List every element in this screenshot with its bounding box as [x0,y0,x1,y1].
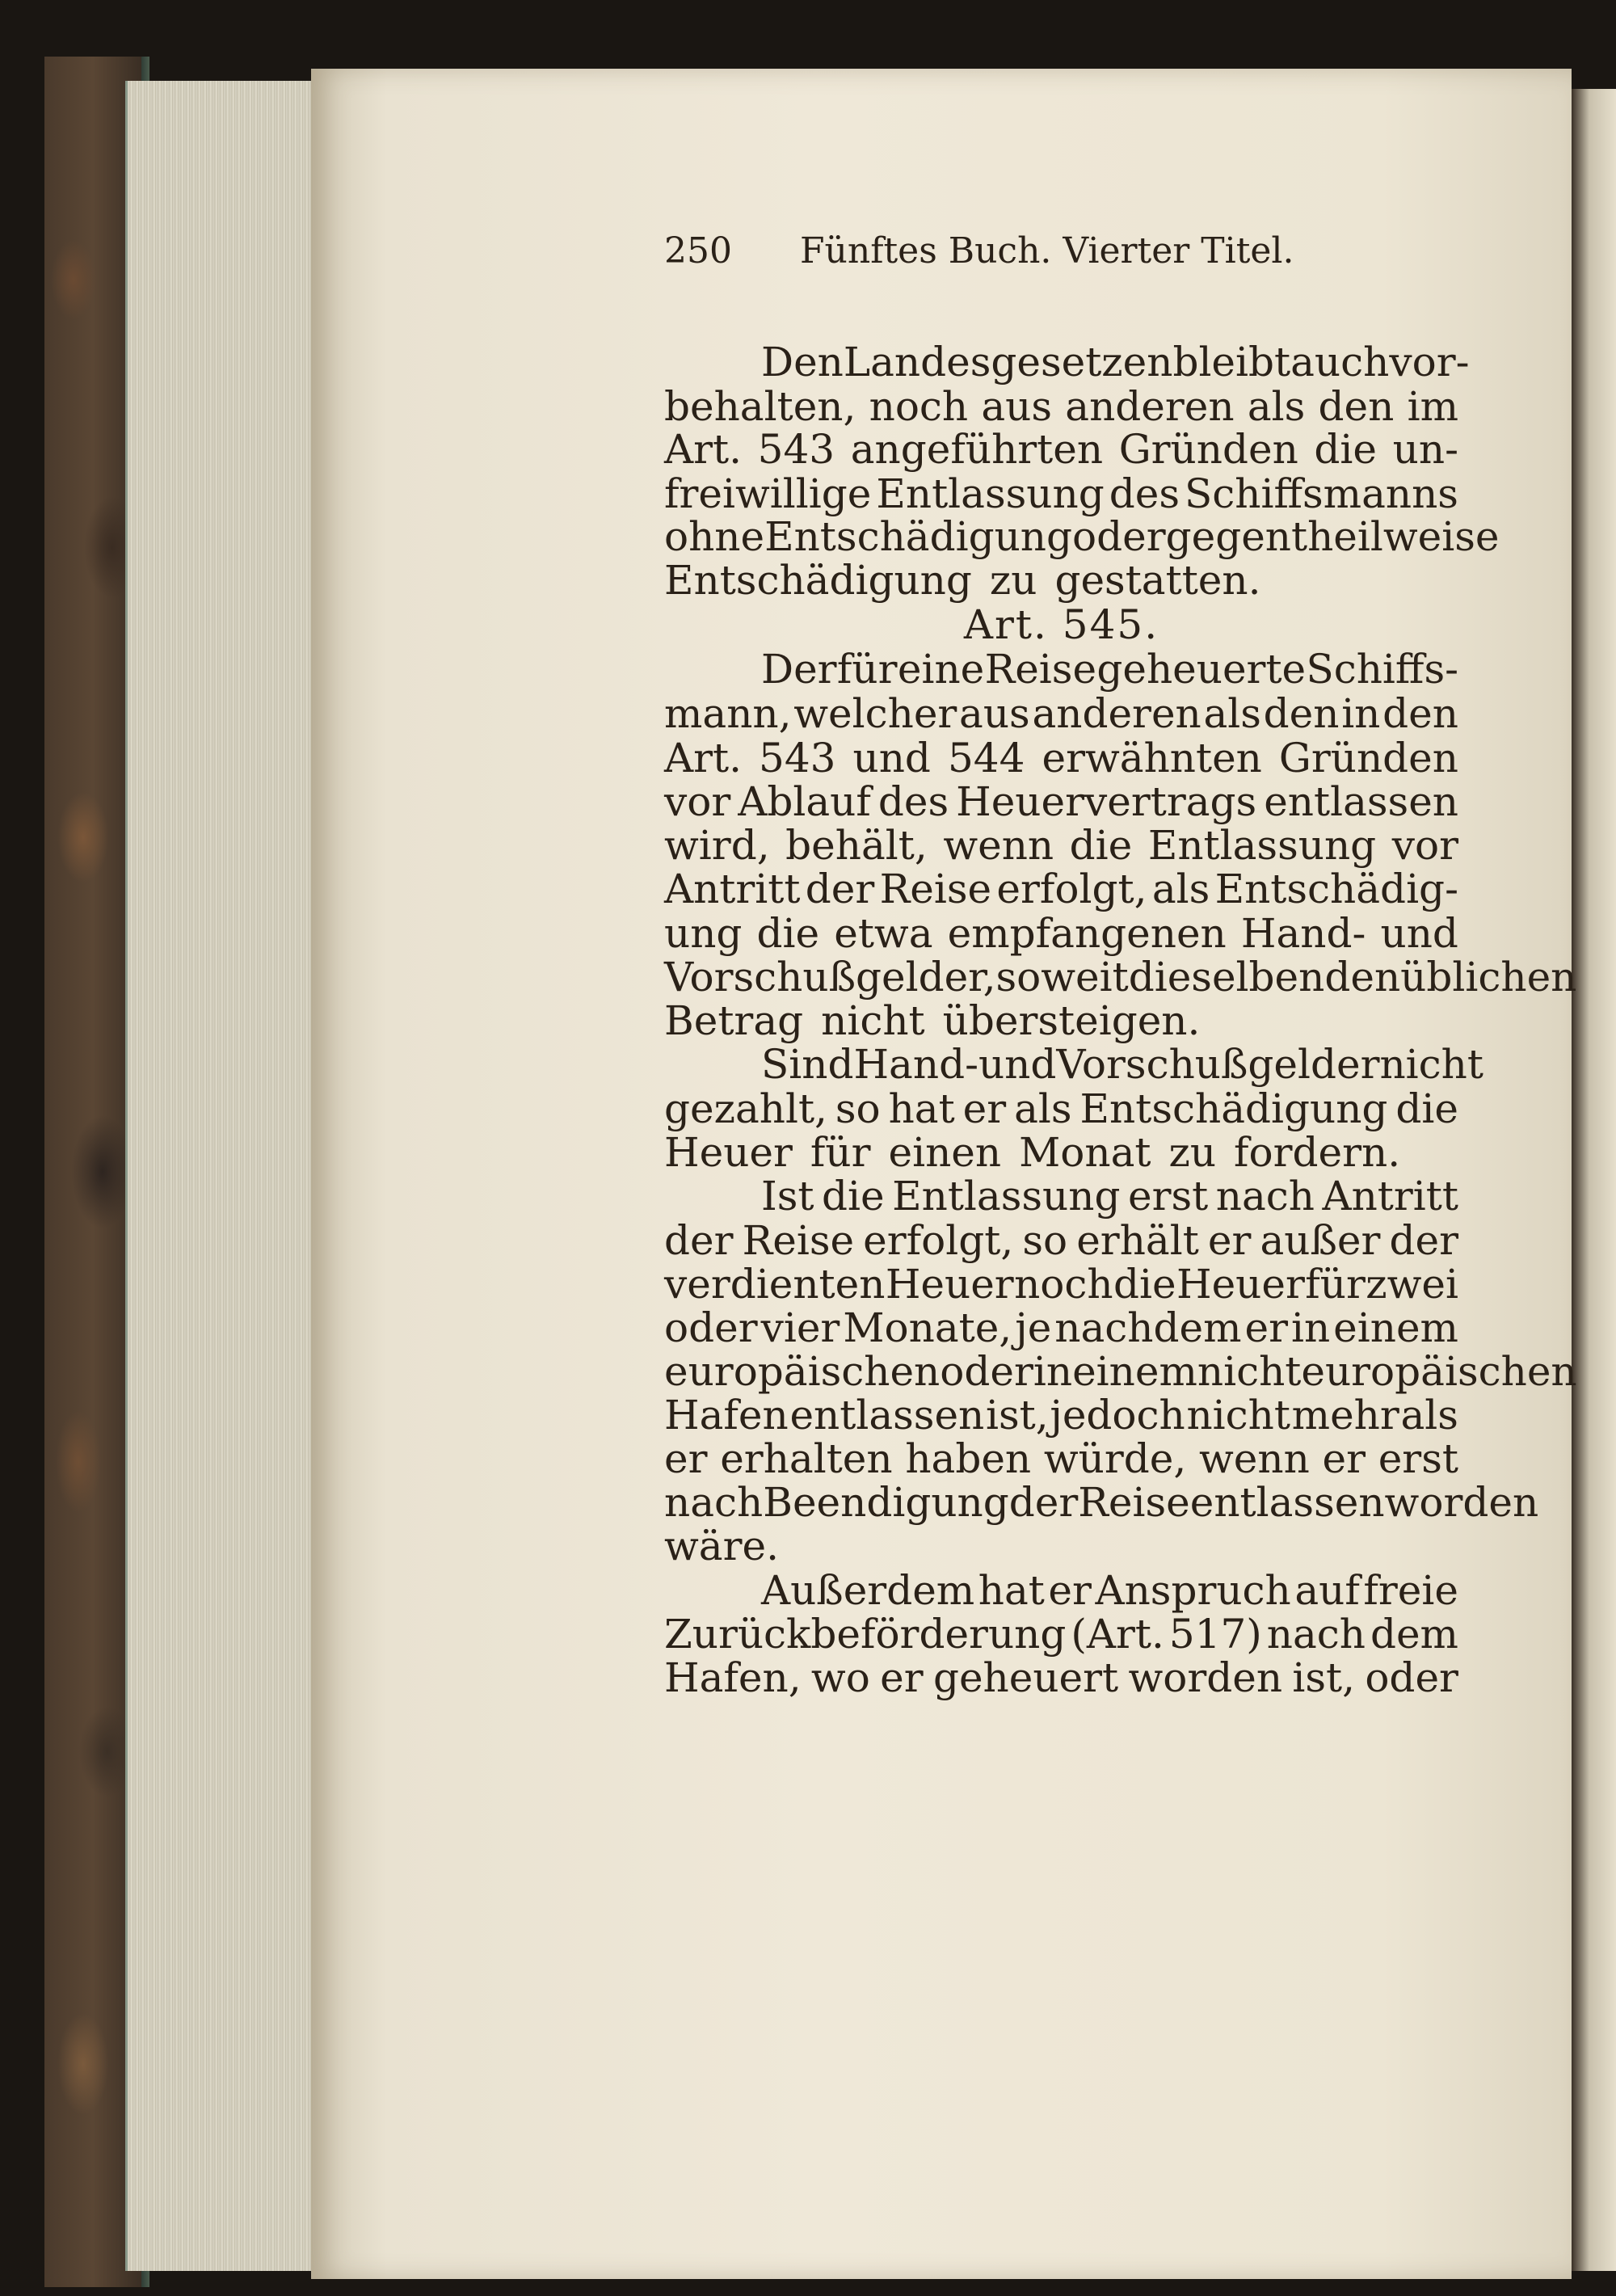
text-line: gezahlt, so hat er als Entschädigung die [664,1085,1458,1132]
running-title: Fünftes Buch. Vierter Titel. [799,230,1294,272]
text-line: behalten, noch aus anderen als den im [664,383,1458,430]
text-line: europäischen oder in einem nichteuropäischen [664,1348,1577,1395]
text-line: Vorschußgelder, soweit dieselben den üblichen [664,954,1577,1001]
text-line: der Reise erfolgt, so erhält er außer der [664,1217,1458,1264]
text-line: ohne Entschädigung oder gegen theilweise [664,513,1500,560]
text-line: Antritt der Reise erfolgt, als Entschädig- [664,866,1458,912]
running-header [664,230,1311,272]
text-line: wäre. [664,1523,779,1569]
text-line: Entschädigung zu gestatten. [664,557,1261,604]
text-line: verdienten Heuer noch die Heuer für zwei [664,1261,1458,1308]
text-line: Sind Hand- und Vorschußgelder nicht [761,1041,1483,1088]
page-number: 250 [664,230,732,272]
text-line: Art. 543 und 544 erwähnten Gründen [664,735,1458,781]
text-line: Art. 543 angeführten Gründen die un- [664,426,1458,473]
text-line: Heuer für einen Monat zu fordern. [664,1129,1401,1176]
text-line: Den Landesgesetzen bleibt auch vor- [761,339,1470,385]
text-line: Betrag nicht übersteigen. [664,997,1201,1044]
text-line: oder vier Monate, je nachdem er in einem [664,1304,1458,1351]
text-line: freiwillige Entlassung des Schiffsmanns [664,470,1458,517]
facing-page-edge [1572,89,1616,2271]
text-line: er erhalten haben würde, wenn er erst [664,1435,1458,1482]
page-edges [125,81,314,2271]
text-line: Der für eine Reise geheuerte Schiffs- [761,646,1458,693]
text-line: Hafen, wo er geheuert worden ist, oder [664,1654,1458,1701]
text-line: Zurückbeförderung (Art. 517) nach dem [664,1611,1458,1658]
text-line: mann, welcher aus anderen als den in den [664,690,1458,737]
text-line: vor Ablauf des Heuervertrags entlassen [664,778,1458,825]
text-line: Hafen entlassen ist, jedoch nicht mehr als [664,1392,1458,1439]
text-line: nach Beendigung der Reise entlassen worden [664,1479,1539,1526]
article-heading: Art. 545. [963,601,1159,648]
text-line: ung die etwa empfangenen Hand- und [664,910,1458,957]
text-line: Ist die Entlassung erst nach Antritt [761,1173,1458,1220]
text-line: wird, behält, wenn die Entlassung vor [664,822,1458,869]
text-line: Außerdem hat er Anspruch auf freie [761,1567,1458,1614]
